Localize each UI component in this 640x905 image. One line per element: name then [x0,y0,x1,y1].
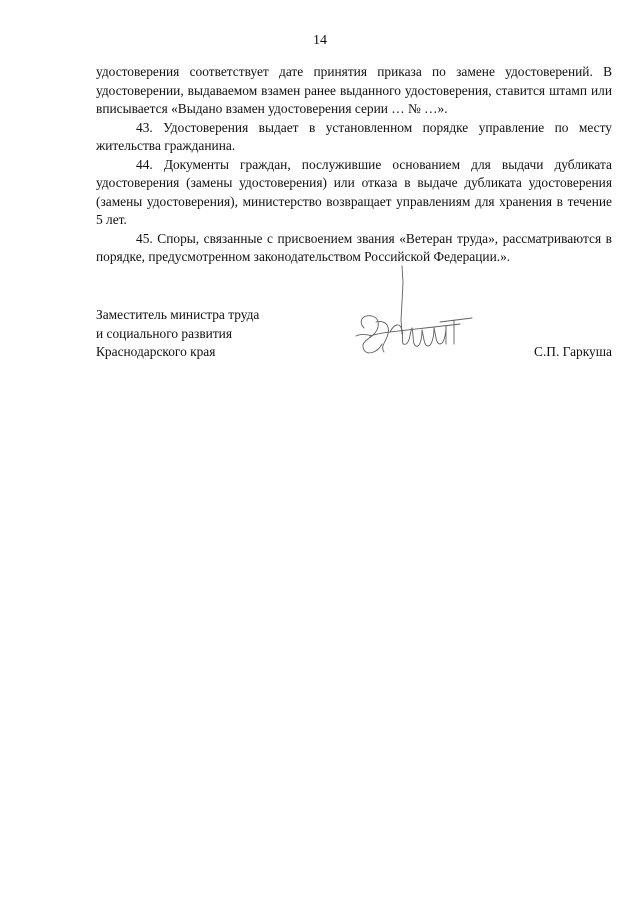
signatory-name: С.П. Гаркуша [534,344,612,359]
paragraph-45: 45. Споры, связанные с присвоением звания «Ветеран труда», рассматриваются в порядке, предусмотренном законодательством Российской Федерации.». [96,230,612,264]
paragraph-continuation: удостоверения соответствует дате принятия приказа по замене удостоверений. В удостоверении, выдаваемом взамен ранее выданного удостоверения, ставится штамп или вписывается «Выдано взамен удостоверения серии … № …». [96,64,612,116]
signatory-title-line-3: Краснодарского края [96,344,216,359]
document-body [96,63,612,267]
paragraph-44: 44. Документы граждан, послужившие основанием для выдачи дубликата удостоверения (замены удостоверения) или отказа в выдаче дубликата удостоверения (замены удостоверения), министерство возвращает управлениям для хранения в течение 5 лет. [96,156,612,227]
page-number: 14 [313,33,327,48]
signatory-title-line-1: Заместитель министра труда [96,307,260,322]
signature-block [96,306,612,362]
signatory-title-line-2: и социального развития [96,325,232,341]
paragraph-43: 43. Удостоверения выдает в установленном порядке управление по месту жительства гражданина. [96,119,612,153]
